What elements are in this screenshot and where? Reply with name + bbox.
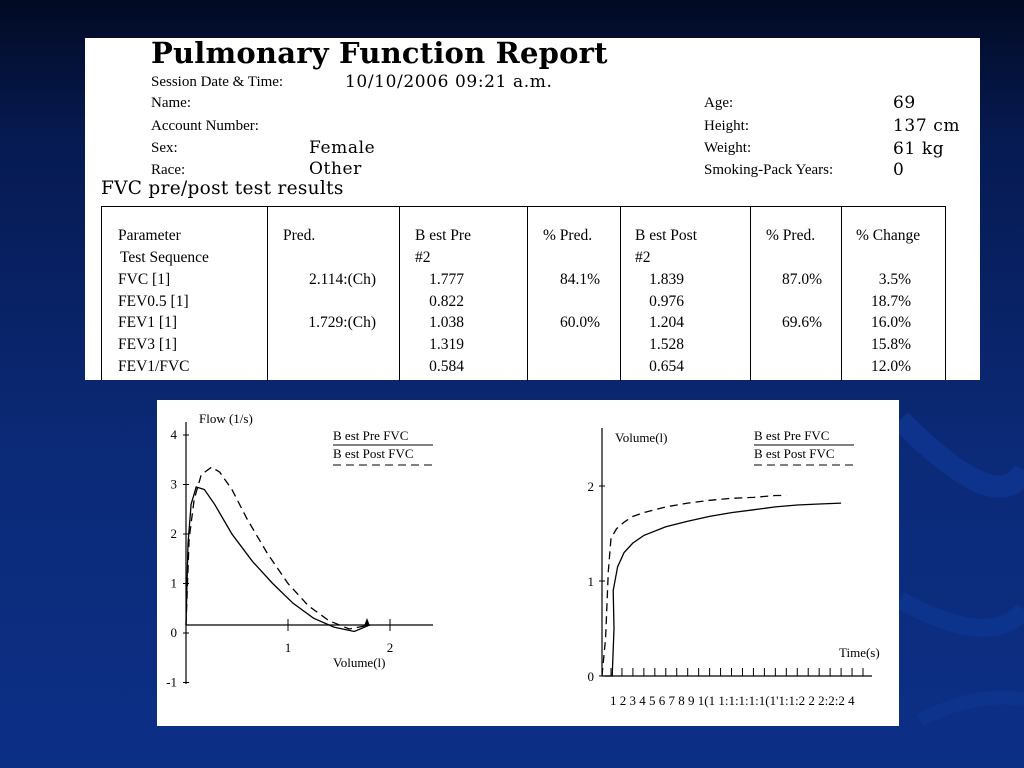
table-cell: FEV3 [1] [118, 336, 177, 354]
volume-y-axis-label: Volume(l) [615, 430, 668, 445]
table-cell: 69.6% [781, 314, 822, 332]
volume-y-tick-label: 2 [587, 479, 594, 494]
flow-y-tick-label: -1 [166, 674, 177, 690]
table-cell: 0.976 [649, 292, 684, 310]
table-cell: 0.822 [429, 292, 464, 310]
flow-y-tick-label: 3 [170, 476, 177, 492]
table-cell: 1.839 [649, 270, 684, 288]
volume-series-post [602, 496, 786, 677]
table-cell: 16.0% [870, 314, 911, 332]
flow-y-tick-label: 0 [170, 625, 177, 640]
table-cell: 84.1% [559, 270, 600, 288]
table-cell: Test Sequence [120, 249, 209, 266]
table-header: Pred. [283, 227, 316, 244]
spirometry-plots [157, 400, 899, 726]
flow-y-tick-label: 4 [170, 427, 177, 442]
section-title: FVC pre/post test results [101, 178, 344, 199]
flow-legend-pre: B est Pre FVC [333, 428, 409, 443]
smoking-value: 0 [893, 160, 905, 180]
table-cell: 1.729:(Ch) [308, 314, 376, 332]
table-header: B est Pre [415, 227, 471, 244]
volume-legend-post: B est Post FVC [754, 446, 835, 461]
plots-panel [157, 400, 899, 726]
account-label: Account Number: [151, 118, 259, 134]
session-label: Session Date & Time: [151, 74, 284, 90]
race-label: Race: [151, 162, 186, 178]
flow-legend-post: B est Post FVC [333, 446, 414, 461]
table-cell: 0.654 [649, 358, 684, 375]
table-header: Parameter [118, 227, 181, 244]
table-cell: #2 [635, 249, 651, 266]
table-cell: 12.0% [870, 358, 911, 375]
flow-y-tick-label: 1 [170, 575, 177, 591]
flow-x-axis-label: Volume(l) [333, 655, 386, 670]
flow-series-pre [186, 487, 370, 632]
table-cell: 2.114:(Ch) [308, 270, 376, 288]
volume-y-tick-label: 1 [587, 574, 594, 589]
smoking-label: Smoking-Pack Years: [704, 162, 834, 178]
table-cell: 0.584 [429, 358, 464, 375]
flow-y-axis-label: Flow (1/s) [199, 411, 253, 426]
flow-y-tick-label: 2 [170, 526, 177, 541]
race-value: Other [309, 159, 362, 179]
age-value: 69 [893, 93, 916, 113]
report-title: Pulmonary Function Report [151, 36, 608, 70]
table-cell: #2 [415, 249, 431, 266]
table-cell: 1.038 [429, 314, 464, 332]
table-cell: 60.0% [559, 314, 600, 332]
session-value: 10/10/2006 09:21 a.m. [345, 72, 553, 92]
table-header: % Change [856, 227, 921, 244]
table-cell: 18.7% [870, 292, 911, 310]
weight-value: 61 kg [893, 139, 945, 159]
flow-series-post [186, 467, 370, 629]
table-header: % Pred. [766, 227, 816, 244]
age-label: Age: [704, 95, 734, 111]
table-cell: 3.5% [878, 270, 911, 288]
table-cell: 1.204 [649, 314, 684, 332]
table-cell: 87.0% [781, 270, 822, 288]
table-header: B est Post [635, 227, 698, 244]
volume-series-pre [605, 503, 841, 676]
table-header: % Pred. [543, 227, 593, 244]
table-cell: FEV0.5 [1] [118, 292, 189, 310]
name-label: Name: [151, 95, 191, 111]
report-panel [85, 38, 980, 380]
volume-x-axis-label: Time(s) [839, 645, 880, 660]
volume-y-tick-label: 0 [587, 669, 594, 684]
height-value: 137 cm [893, 116, 961, 136]
flow-x-tick-label: 1 [284, 640, 292, 655]
table-cell: 1.528 [649, 336, 684, 354]
height-label: Height: [704, 118, 749, 134]
flow-x-tick-label: 2 [386, 640, 394, 655]
results-table [101, 206, 946, 380]
flow-end-marker [364, 618, 370, 626]
volume-legend-pre: B est Pre FVC [754, 428, 830, 443]
table-cell: FEV1/FVC [118, 358, 190, 375]
table-cell: 1.319 [429, 336, 464, 354]
sex-label: Sex: [151, 140, 178, 156]
table-cell: FEV1 [1] [118, 314, 177, 332]
sex-value: Female [309, 138, 376, 158]
weight-label: Weight: [704, 140, 752, 156]
volume-x-tick-labels: 1 2 3 4 5 6 7 8 9 1(1 1:1:1:1:1(1'1:1:2 2 2:2:2 4 [610, 693, 855, 708]
table-cell: 15.8% [870, 336, 911, 354]
table-cell: 1.777 [429, 270, 464, 288]
table-cell: FVC [1] [118, 270, 171, 288]
